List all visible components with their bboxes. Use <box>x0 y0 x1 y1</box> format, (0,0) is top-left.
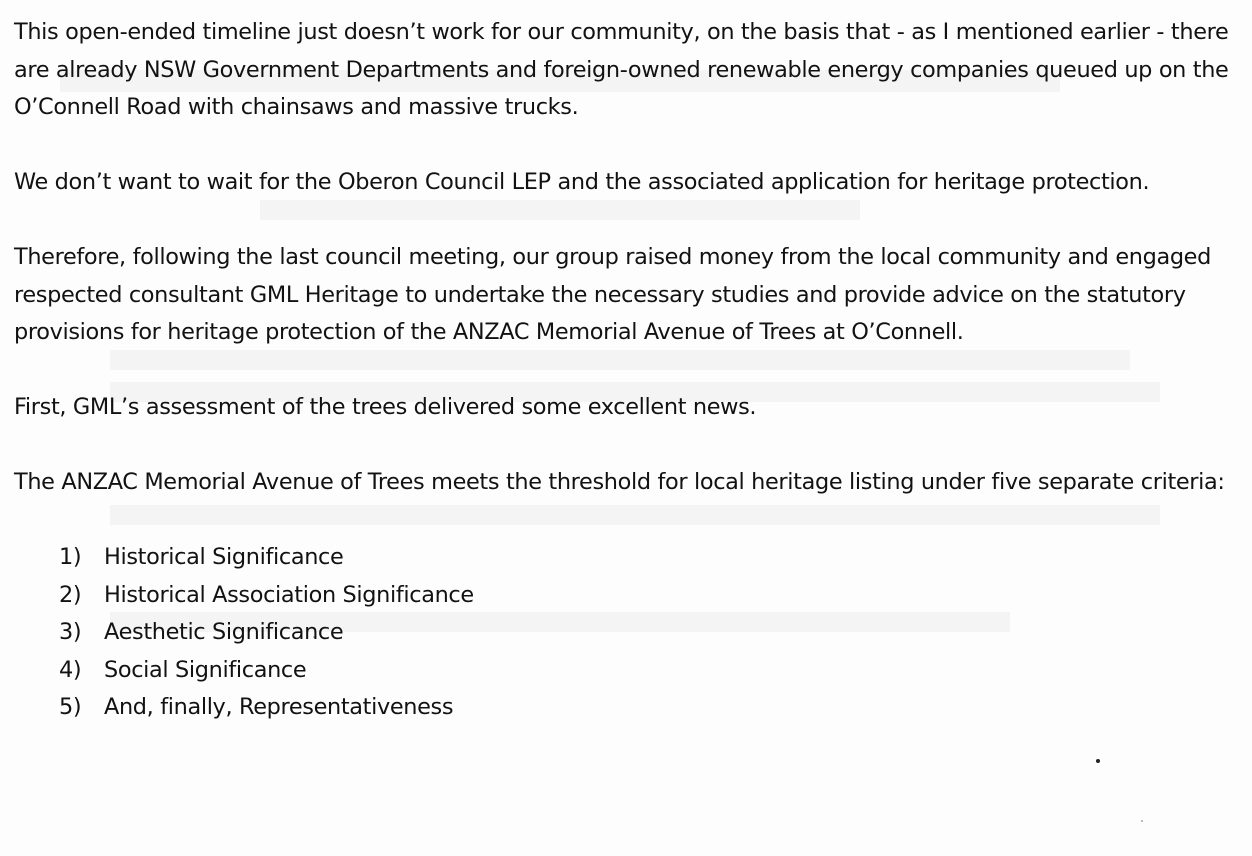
paragraph: This open-ended timeline just doesn’t work for our community, on the basis that - as I mentioned earlier - there are already NSW Government Departments and foreign-owned renewable energy companies queued up on the O’Connell Road with chainsaws and massive trucks. <box>14 19 1229 120</box>
paragraph: Therefore, following the last council meeting, our group raised money from the local community and engaged respected consultant GML Heritage to undertake the necessary studies and provide advice on the statutory provisions for heritage protection of the ANZAC Memorial Avenue of Trees at O’Connell. <box>14 244 1211 345</box>
scan-speck <box>313 636 315 638</box>
scan-speck <box>1141 820 1143 822</box>
list-item <box>14 689 1242 727</box>
list-number: 1) <box>59 544 82 570</box>
paragraph: The ANZAC Memorial Avenue of Trees meets the threshold for local heritage listing under five separate criteria: <box>14 469 1225 495</box>
list-item <box>14 614 1242 652</box>
list-label: Historical Significance <box>104 544 344 570</box>
list-label: And, finally, Representativeness <box>104 694 454 720</box>
paragraph: We don’t want to wait for the Oberon Council LEP and the associated application for heritage protection. <box>14 169 1150 195</box>
list-number: 4) <box>59 656 82 683</box>
document-body <box>14 14 1242 727</box>
list-number: 3) <box>59 619 82 645</box>
list-label: Aesthetic Significance <box>104 619 344 645</box>
list-item <box>14 539 1242 577</box>
list-label: Social Significance <box>104 656 307 683</box>
paragraph: First, GML’s assessment of the trees delivered some excellent news. <box>14 394 757 420</box>
scan-speck <box>1096 759 1100 763</box>
list-number: 2) <box>59 581 82 608</box>
list-item <box>14 577 1242 615</box>
list-item <box>14 652 1242 690</box>
list-number: 5) <box>59 694 82 720</box>
list-label: Historical Association Significance <box>104 581 474 608</box>
criteria-list <box>14 539 1242 727</box>
